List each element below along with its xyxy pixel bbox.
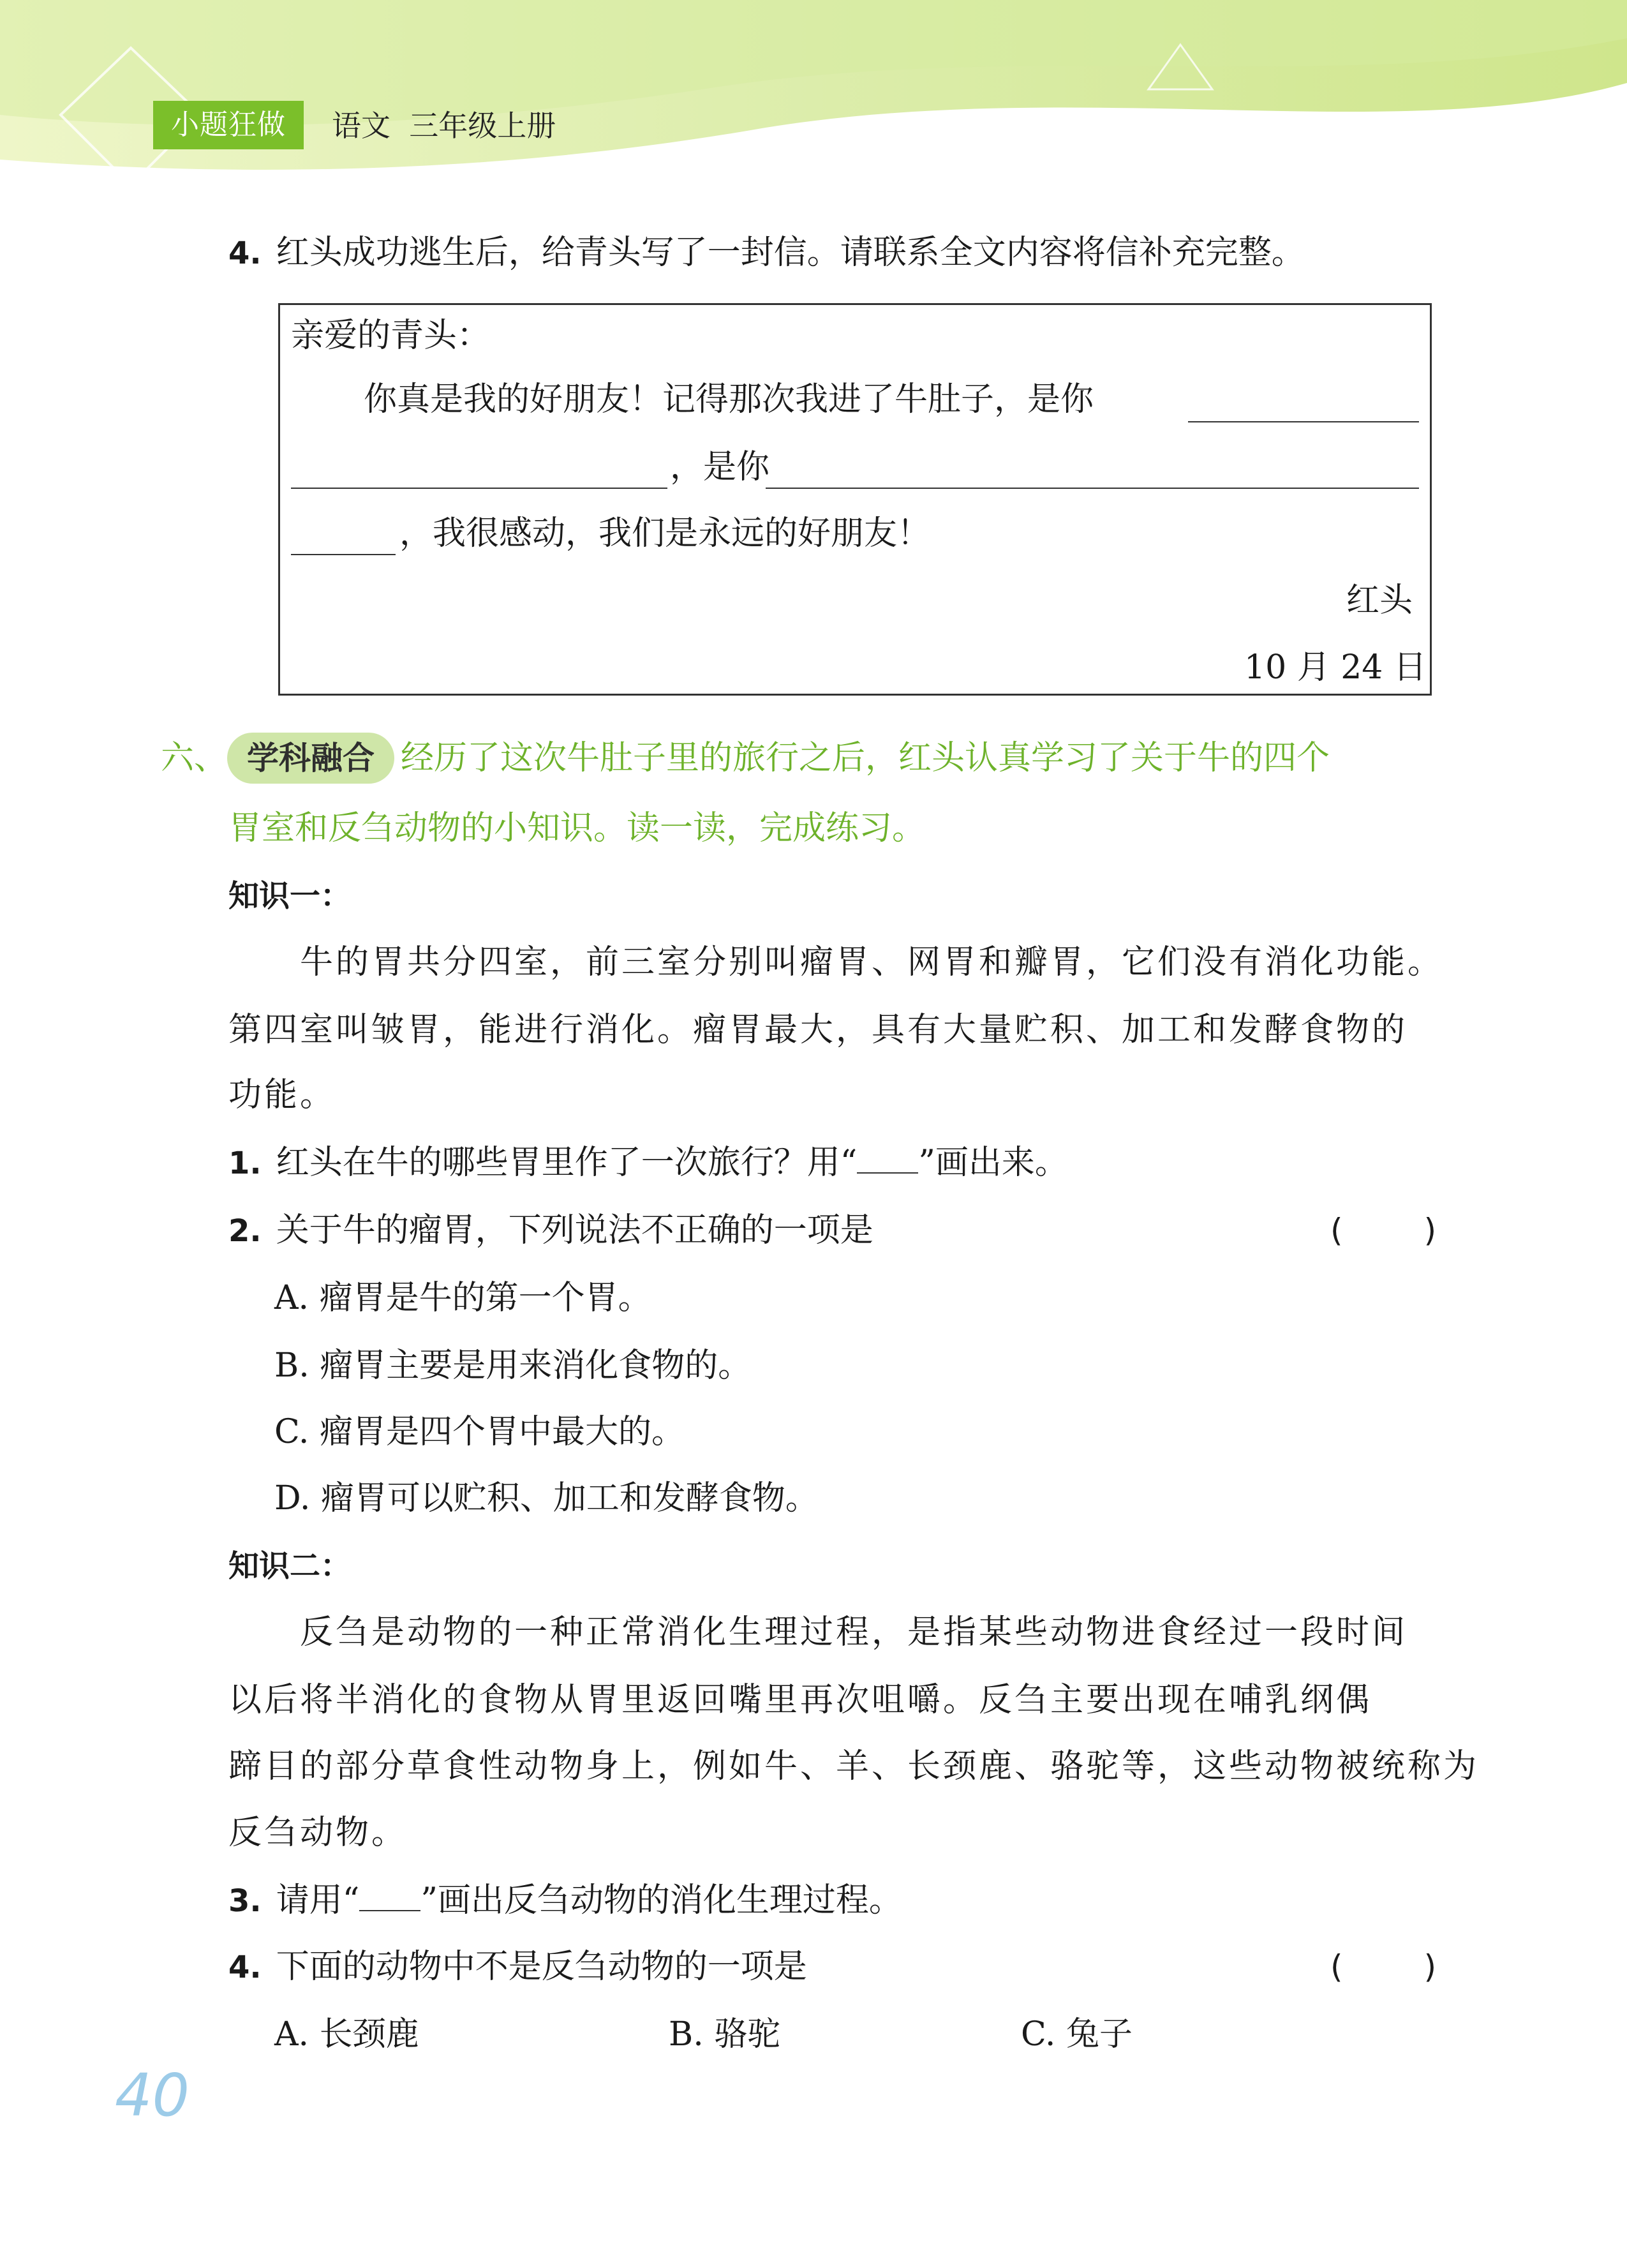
question-number: 3. (228, 1883, 262, 1919)
question-2 (228, 1207, 873, 1253)
question-text: ”画出来。 (918, 1144, 1068, 1182)
q4-line (228, 230, 1305, 276)
question-number: 4. (228, 1950, 262, 1985)
knowledge2-line: 以后将半消化的食物从胃里返回嘴里再次咀嚼。反刍主要出现在哺乳纲偶 (228, 1681, 1372, 1719)
knowledge2-line: 反刍动物。 (228, 1814, 408, 1852)
answer-paren[interactable]: ( ) (1330, 1948, 1437, 1985)
option[interactable]: C. 兔子 (1021, 2015, 1133, 2054)
header-badge: 小题狂做 (153, 101, 304, 149)
section6-tag: 学科融合 (227, 733, 394, 784)
q4-number: 4. (228, 235, 262, 271)
question-text: 请用“ (276, 1881, 360, 1920)
letter-box (278, 303, 1432, 696)
letter-blank-2[interactable] (291, 488, 667, 489)
letter-salutation: 亲爱的青头： (291, 317, 491, 355)
question-text: 红头在牛的哪些胃里作了一次旅行？用“ (276, 1144, 858, 1182)
q4-text: 红头成功逃生后，给青头写了一封信。请联系全文内容将信补充完整。 (276, 234, 1305, 272)
knowledge2-title: 知识二： (228, 1548, 352, 1584)
letter-blank-3[interactable] (766, 488, 1419, 489)
letter-signature: 红头 (1346, 581, 1413, 620)
question-text: 下面的动物中不是反刍动物的一项是 (276, 1948, 807, 1986)
option[interactable]: B. 瘤胃主要是用来消化食物的。 (274, 1347, 752, 1385)
option[interactable]: A. 瘤胃是牛的第一个胃。 (274, 1279, 651, 1317)
answer-paren[interactable]: ( ) (1330, 1212, 1437, 1249)
letter-line2-mid: ，是你 (670, 448, 770, 486)
underline-sample (857, 1147, 918, 1174)
letter-blank-1[interactable] (1188, 421, 1419, 422)
section6-line1: 经历了这次牛肚子里的旅行之后，红头认真学习了关于牛的四个 (401, 739, 1330, 777)
knowledge2-line: 反刍是动物的一种正常消化生理过程，是指某些动物进食经过一段时间 (300, 1613, 1408, 1652)
question-4 (228, 1944, 807, 1990)
option[interactable]: A. 长颈鹿 (274, 2015, 419, 2054)
question-text: ”画出反刍动物的消化生理过程。 (420, 1881, 902, 1920)
underline-sample (359, 1884, 420, 1911)
option[interactable]: B. 骆驼 (669, 2015, 781, 2054)
knowledge2-line: 蹄目的部分草食性动物身上，例如牛、羊、长颈鹿、骆驼等，这些动物被统称为 (228, 1747, 1480, 1786)
letter-date: 10 月 24 日 (1244, 648, 1427, 687)
letter-line1: 你真是我的好朋友！记得那次我进了牛肚子，是你 (364, 380, 1094, 419)
knowledge1-line: 牛的胃共分四室，前三室分别叫瘤胃、网胃和瓣胃，它们没有消化功能。 (300, 943, 1444, 981)
letter-blank-4[interactable] (291, 554, 396, 555)
question-3 (228, 1877, 902, 1923)
knowledge1-title: 知识一： (228, 878, 352, 914)
option[interactable]: D. 瘤胃可以贮积、加工和发酵食物。 (274, 1479, 819, 1518)
section6-prefix: 六、 (161, 739, 228, 777)
page-number: 40 (115, 2061, 190, 2130)
question-text: 关于牛的瘤胃，下列说法不正确的一项是 (276, 1211, 873, 1250)
question-number: 2. (228, 1213, 262, 1249)
letter-line3: ，我很感动，我们是永远的好朋友！ (399, 514, 931, 553)
header-subject: 语文 三年级上册 (332, 108, 556, 143)
knowledge1-line: 第四室叫皱胃，能进行消化。瘤胃最大，具有大量贮积、加工和发酵食物的 (228, 1011, 1408, 1049)
question-number: 1. (228, 1145, 262, 1181)
knowledge1-line: 功能。 (228, 1076, 336, 1114)
question-1 (228, 1140, 1068, 1186)
option[interactable]: C. 瘤胃是四个胃中最大的。 (274, 1413, 685, 1451)
section6-line2: 胃室和反刍动物的小知识。读一读，完成练习。 (228, 809, 926, 847)
